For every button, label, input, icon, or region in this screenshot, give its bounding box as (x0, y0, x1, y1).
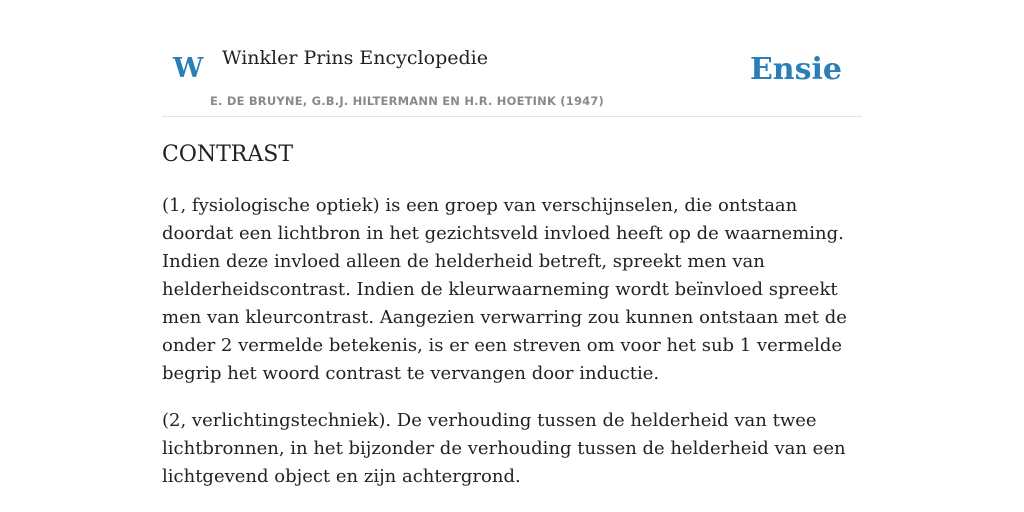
source-title[interactable]: Winkler Prins Encyclopedie (222, 47, 488, 69)
source-authors: E. DE BRUYNE, G.B.J. HILTERMANN EN H.R. HOETINK (1947) (210, 94, 605, 108)
entry-paragraph-1: (1, fysiologische optiek) is een groep van verschijnselen, die ontstaan doordat een lichtbron in het gezichtsveld invloed heeft op de waarneming. Indien deze invloed alleen de helderheid betreft, spreekt men van helderheidscontrast. Indien de kleurwaarneming wordt beïnvloed spreekt men van kleurcontrast. Aangezien verwarring zou kunnen ontstaan met de onder 2 vermelde betekenis, is er een streven om voor het sub 1 vermelde begrip het woord contrast te vervangen door inductie. (162, 195, 847, 384)
article-page (162, 0, 862, 487)
entry-body (162, 192, 862, 510)
entry-paragraph-2: (2, verlichtingstechniek). De verhouding tussen de helderheid van twee lichtbronnen, in het bijzonder de verhouding tussen de helderheid van een lichtgevend object en zijn achtergrond. (162, 410, 846, 487)
source-header (162, 0, 862, 117)
ensie-brand-logo[interactable]: Ensie (749, 52, 842, 87)
entry-title: CONTRAST (162, 142, 293, 167)
winkler-prins-logo[interactable]: W (173, 53, 204, 84)
